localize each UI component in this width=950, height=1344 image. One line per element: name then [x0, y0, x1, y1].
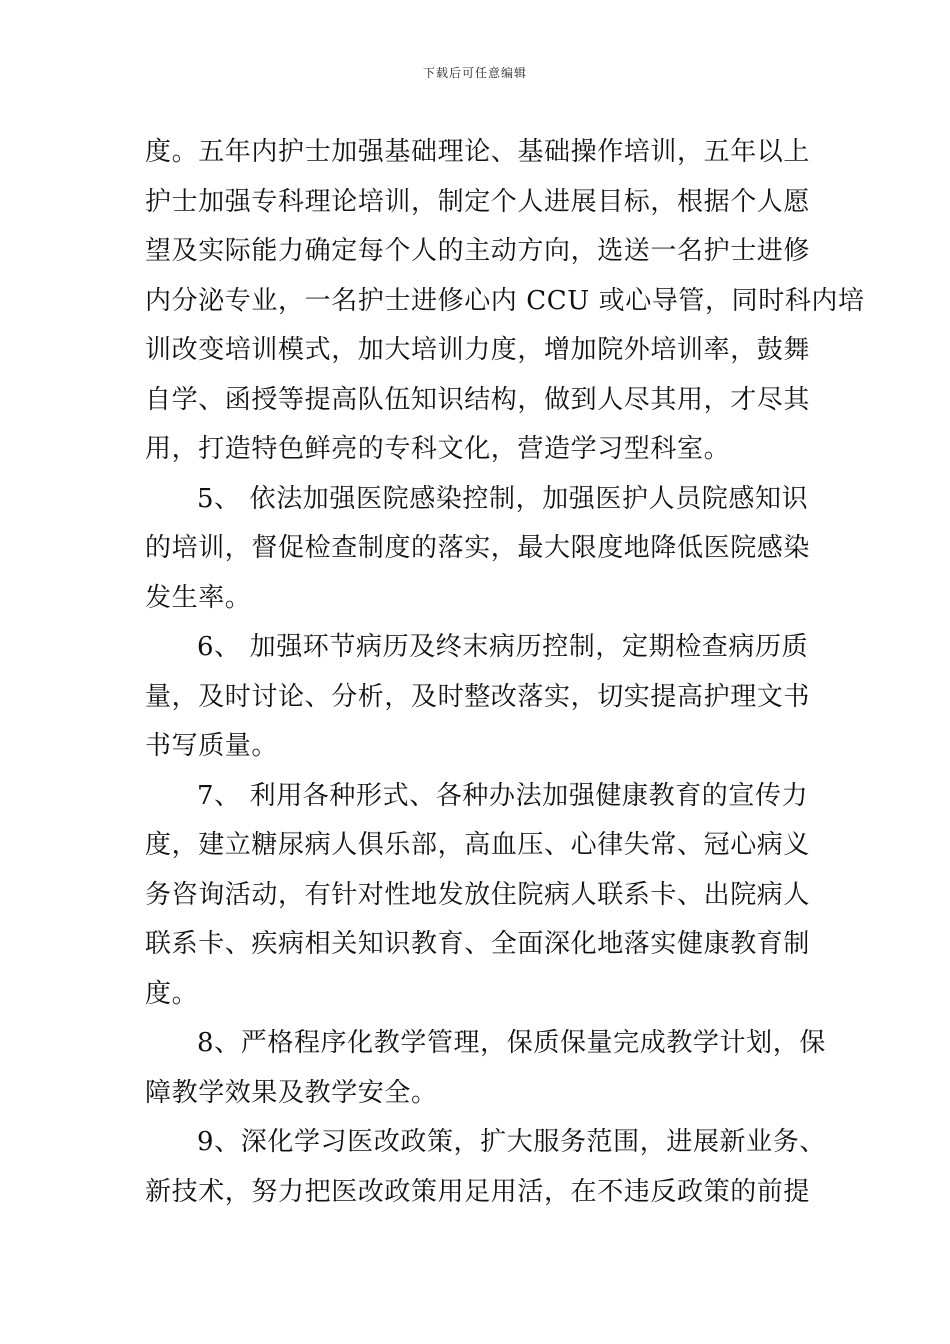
text-line: 度。	[145, 978, 199, 1009]
paragraph-6-start: 6、 加强环节病历及终末病历控制，定期检查病历质	[197, 632, 809, 662]
text-line: 自学、函授等提高队伍知识结构，做到人尽其用，才尽其	[145, 384, 811, 415]
text-line: 发生率。	[145, 582, 252, 613]
text-line: 务咨询活动，有针对性地发放住院病人联系卡、出院病人	[145, 879, 811, 910]
text-line: 障教学效果及教学安全。	[145, 1077, 438, 1108]
text-line: 新技术，努力把医改政策用足用活，在不违反政策的前提	[145, 1176, 811, 1207]
paragraph-9-start: 9、深化学习医改政策，扩大服务范围，进展新业务、	[197, 1127, 826, 1157]
paragraph-5-start: 5、 依法加强医院感染控制，加强医护人员院感知识	[197, 483, 809, 514]
page-header: 下载后可任意编辑	[422, 66, 527, 80]
paragraph-7-start: 7、 利用各种形式、各种办法加强健康教育的宣传力	[197, 780, 809, 811]
document-body	[145, 128, 865, 1217]
text-line: 内分泌专业，一名护士进修心内 CCU 或心导管，同时科内培	[145, 285, 865, 316]
text-line: 量，及时讨论、分析，及时整改落实，切实提高护理文书	[145, 681, 811, 712]
text-line: 书写质量。	[145, 731, 279, 761]
text-line: 望及实际能力确定每个人的主动方向，选送一名护士进修	[145, 236, 811, 266]
text-line: 的培训，督促检查制度的落实，最大限度地降低医院感染	[145, 533, 811, 563]
text-line: 度。五年内护士加强基础理论、基础操作培训，五年以上	[145, 137, 811, 167]
text-line: 用，打造特色鲜亮的专科文化，营造学习型科室。	[145, 434, 731, 464]
text-line: 训改变培训模式，加大培训力度，增加院外培训率，鼓舞	[145, 335, 811, 365]
paragraph-8-start: 8、严格程序化教学管理，保质保量完成教学计划，保	[197, 1028, 826, 1058]
text-line: 护士加强专科理论培训，制定个人进展目标，根据个人愿	[145, 186, 811, 217]
text-line: 联系卡、疾病相关知识教育、全面深化地落实健康教育制	[145, 929, 811, 959]
text-line: 度，建立糖尿病人俱乐部，高血压、心律失常、冠心病义	[145, 830, 811, 860]
